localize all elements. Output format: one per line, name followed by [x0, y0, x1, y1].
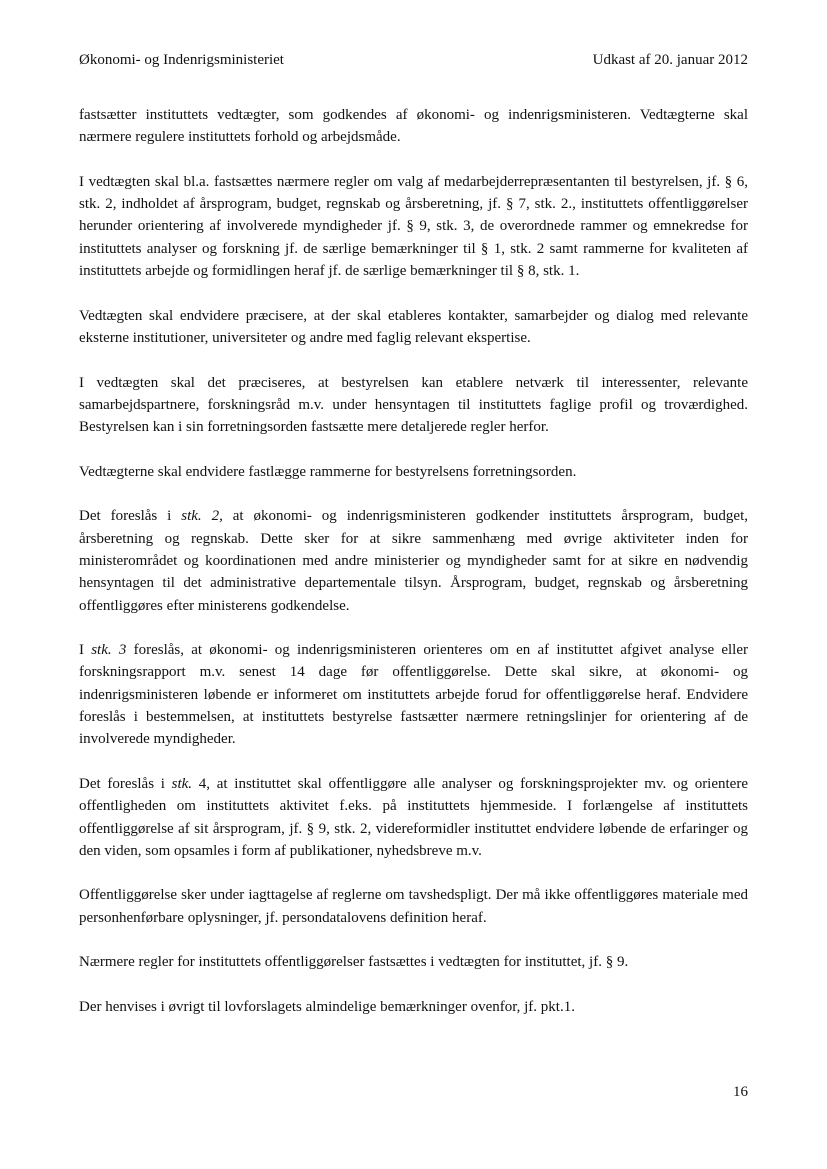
page-number: 16	[733, 1084, 748, 1100]
paragraph-6-lead: Det foreslås i	[79, 508, 182, 525]
paragraph-8	[79, 773, 748, 862]
document-body	[79, 104, 748, 1018]
paragraph-8-lead: Det foreslås i	[79, 775, 172, 792]
paragraph-7-ref: stk. 3	[91, 642, 127, 659]
paragraph-2: I vedtægten skal bl.a. fastsættes nærmere regler om valg af medarbejderrepræsentanten til bestyrelsen, jf. § 6, stk. 2, indholdet af årsprogram, budget, regnskab og årsberetning, jf. § 7, stk. 2., instituttets offentliggørelser herunder orientering af involverede myndigheder jf. § 9, stk. 3, de overordnede rammer og emnekredse for instituttets analyser og forskning jf. de særlige bemærkninger til § 1, stk. 2 samt rammerne for kvaliteten af instituttets arbejde og formidlingen heraf jf. de særlige bemærkninger til § 8, stk. 1.	[79, 173, 748, 280]
paragraph-3: Vedtægten skal endvidere præcisere, at der skal etableres kontakter, samarbejder og dialog med relevante eksterne institutioner, universiteter og andre med faglig relevant ekspertise.	[79, 307, 748, 346]
paragraph-5: Vedtægterne skal endvidere fastlægge rammerne for bestyrelsens forretningsorden.	[79, 463, 577, 480]
page-header	[79, 49, 748, 71]
ministry-name: Økonomi- og Indenrigsministeriet	[79, 52, 284, 68]
draft-date: Udkast af 20. januar 2012	[592, 52, 748, 68]
paragraph-7	[79, 639, 748, 750]
paragraph-4: I vedtægten skal det præciseres, at bestyrelsen kan etablere netværk til interessenter, relevante samarbejdspartnere, forskningsråd m.v. under hensyntagen til instituttets faglige profil og troværdighed. Bestyrelsen kan i sin forretningsorden fastsætte mere detaljerede regler herfor.	[79, 374, 748, 436]
paragraph-9: Offentliggørelse sker under iagttagelse af reglerne om tavshedspligt. Der må ikke offentliggøres materiale med personhenførbare oplysninger, jf. persondatalovens definition heraf.	[79, 887, 748, 926]
paragraph-7-text: foreslås, at økonomi- og indenrigsministeren orienteres om en af instituttet afgivet analyse eller forskningsrapport m.v. senest 14 dage før offentliggørelse. Dette skal sikre, at økonomi- og indenrigsministeren løbende er informeret om instituttets arbejde forud for offentliggørelse heraf. Endvidere foreslås i bestemmelsen, at instituttets bestyrelse fastsætter nærmere retningslinjer for orientering af de involverede myndigheder.	[79, 642, 748, 748]
paragraph-11: Der henvises i øvrigt til lovforslagets almindelige bemærkninger ovenfor, jf. pkt.1.	[79, 998, 575, 1015]
paragraph-6-ref: stk. 2,	[181, 508, 223, 525]
paragraph-6	[79, 505, 748, 616]
paragraph-6-text: at økonomi- og indenrigsministeren godkender instituttets årsprogram, budget, årsberetning og regnskab. Dette sker for at sikre sammenhæng med øvrige aktiviteter inden for ministerområdet og koordinationen med andre ministerier og myndigheder samt for at sikre en nødvendig hensyntagen til det administrative departementale tilsyn. Årsprogram, budget, regnskab og årsberetning offentliggøres efter ministerens godkendelse.	[79, 508, 748, 614]
paragraph-8-text: 4, at instituttet skal offentliggøre alle analyser og forskningsprojekter mv. og orientere offentligheden om instituttets aktivitet f.eks. på instituttets hjemmeside. I forlængelse af instituttets offentliggørelse af sit årsprogram, jf. § 9, stk. 2, videreformidler instituttet endvidere løbende de erfaringer og den viden, som opsamles i form af publikationer, nyhedsbreve m.v.	[79, 775, 748, 859]
paragraph-10: Nærmere regler for instituttets offentliggørelser fastsættes i vedtægten for instituttet, jf. § 9.	[79, 954, 629, 971]
paragraph-8-ref: stk.	[171, 775, 193, 792]
paragraph-7-lead: I	[79, 642, 92, 659]
paragraph-1: fastsætter instituttets vedtægter, som godkendes af økonomi- og indenrigsministeren. Vedtægterne skal nærmere regulere instituttets forhold og arbejdsmåde.	[79, 107, 748, 146]
